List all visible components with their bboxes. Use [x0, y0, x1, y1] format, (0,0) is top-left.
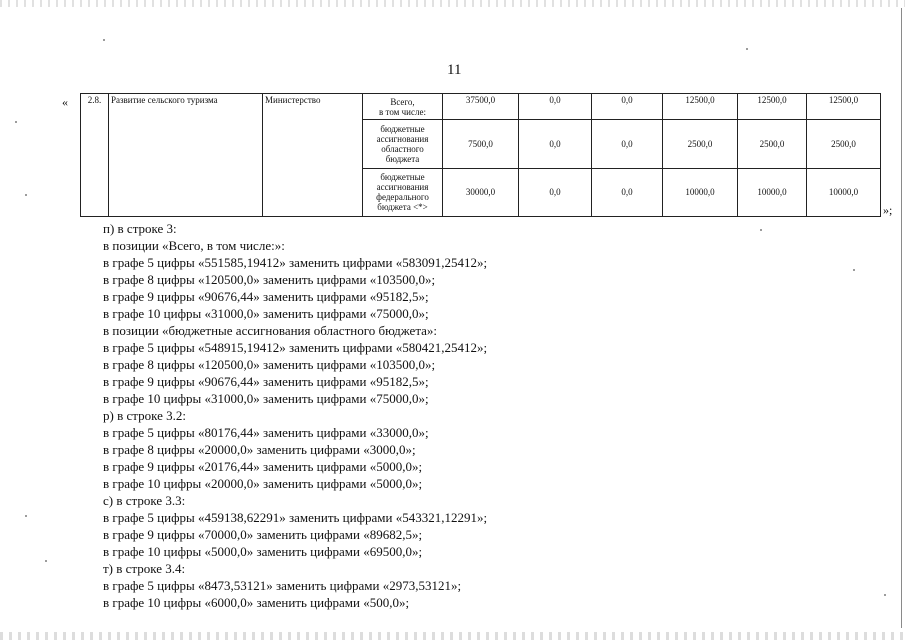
instruction-line: в графе 9 цифры «90676,44» заменить цифрами «95182,5»;: [103, 374, 429, 389]
regional-value-col-9: 2500,0: [738, 120, 807, 168]
instruction-line: в графе 5 цифры «548915,19412» заменить цифрами «580421,25412»;: [103, 340, 488, 355]
instruction-line: в графе 8 цифры «120500,0» заменить цифрами «103500,0»;: [103, 357, 436, 372]
instruction-line: р) в строке 3.2:: [103, 408, 186, 423]
instruction-line: в графе 5 цифры «551585,19412» заменить цифрами «583091,25412»;: [103, 255, 488, 270]
page-number: 11: [447, 62, 462, 78]
opening-quote: «: [62, 95, 68, 109]
scan-speck: [884, 594, 886, 596]
activity-name: Развитие сельского туризма: [109, 94, 263, 217]
scan-speck: [760, 229, 762, 231]
instruction-line: п) в строке 3:: [103, 221, 177, 236]
instruction-line: в графе 8 цифры «120500,0» заменить цифрами «103500,0»;: [103, 272, 436, 287]
scan-speck: [853, 269, 855, 271]
table-row-total: [81, 94, 881, 120]
regional-value-col-8: 2500,0: [663, 120, 738, 168]
instruction-line: в графе 9 цифры «20176,44» заменить цифрами «5000,0»;: [103, 459, 423, 474]
total-value-col-7: 0,0: [592, 94, 663, 120]
regional-value-col-6: 0,0: [519, 120, 592, 168]
federal-value-col-10: 10000,0: [807, 168, 881, 216]
instruction-line: в графе 10 цифры «5000,0» заменить цифрами «69500,0»;: [103, 544, 423, 559]
budget-table: [80, 93, 881, 217]
closing-quote: »;: [883, 203, 893, 217]
instruction-line: в графе 5 цифры «8473,53121» заменить цифрами «2973,53121»;: [103, 578, 462, 593]
funding-label-total: Всего, в том числе:: [363, 94, 443, 120]
total-value-col-5: 37500,0: [443, 94, 519, 120]
instruction-line: в графе 5 цифры «80176,44» заменить цифрами «33000,0»;: [103, 425, 429, 440]
instruction-line: в позиции «Всего, в том числе:»:: [103, 238, 285, 253]
scan-speck: [45, 560, 47, 562]
instruction-line: в графе 10 цифры «31000,0» заменить цифрами «75000,0»;: [103, 306, 429, 321]
instruction-line: в графе 10 цифры «31000,0» заменить цифрами «75000,0»;: [103, 391, 429, 406]
total-value-col-6: 0,0: [519, 94, 592, 120]
instruction-line: т) в строке 3.4:: [103, 561, 186, 576]
instruction-line: в графе 8 цифры «20000,0» заменить цифрами «3000,0»;: [103, 442, 416, 457]
federal-value-col-9: 10000,0: [738, 168, 807, 216]
row-number: 2.8.: [81, 94, 109, 217]
executor-name: Министерство: [263, 94, 363, 217]
scan-speck: [103, 39, 105, 41]
federal-value-col-7: 0,0: [592, 168, 663, 216]
total-value-col-9: 12500,0: [738, 94, 807, 120]
regional-value-col-7: 0,0: [592, 120, 663, 168]
instruction-line: в графе 5 цифры «459138,62291» заменить цифрами «543321,12291»;: [103, 510, 488, 525]
funding-label-federal: бюджетные ассигнования федерального бюджета <*>: [363, 168, 443, 216]
regional-value-col-10: 2500,0: [807, 120, 881, 168]
instruction-line: в графе 9 цифры «70000,0» заменить цифрами «89682,5»;: [103, 527, 423, 542]
regional-value-col-5: 7500,0: [443, 120, 519, 168]
funding-label-regional: бюджетные ассигнования областного бюджета: [363, 120, 443, 168]
federal-value-col-6: 0,0: [519, 168, 592, 216]
scan-bottom-edge: [0, 632, 905, 640]
instruction-line: в графе 9 цифры «90676,44» заменить цифрами «95182,5»;: [103, 289, 429, 304]
scan-top-edge: [0, 0, 905, 7]
scan-speck: [746, 48, 748, 50]
total-value-col-10: 12500,0: [807, 94, 881, 120]
instruction-line: в позиции «бюджетные ассигнования областного бюджета»:: [103, 323, 438, 338]
instruction-line: с) в строке 3.3:: [103, 493, 186, 508]
total-value-col-8: 12500,0: [663, 94, 738, 120]
instruction-line: в графе 10 цифры «6000,0» заменить цифрами «500,0»;: [103, 595, 410, 610]
instruction-line: в графе 10 цифры «20000,0» заменить цифрами «5000,0»;: [103, 476, 423, 491]
scan-speck: [25, 515, 27, 517]
federal-value-col-5: 30000,0: [443, 168, 519, 216]
scan-speck: [25, 194, 27, 196]
amendment-instructions: [103, 220, 793, 611]
federal-value-col-8: 10000,0: [663, 168, 738, 216]
scan-speck: [15, 121, 17, 123]
